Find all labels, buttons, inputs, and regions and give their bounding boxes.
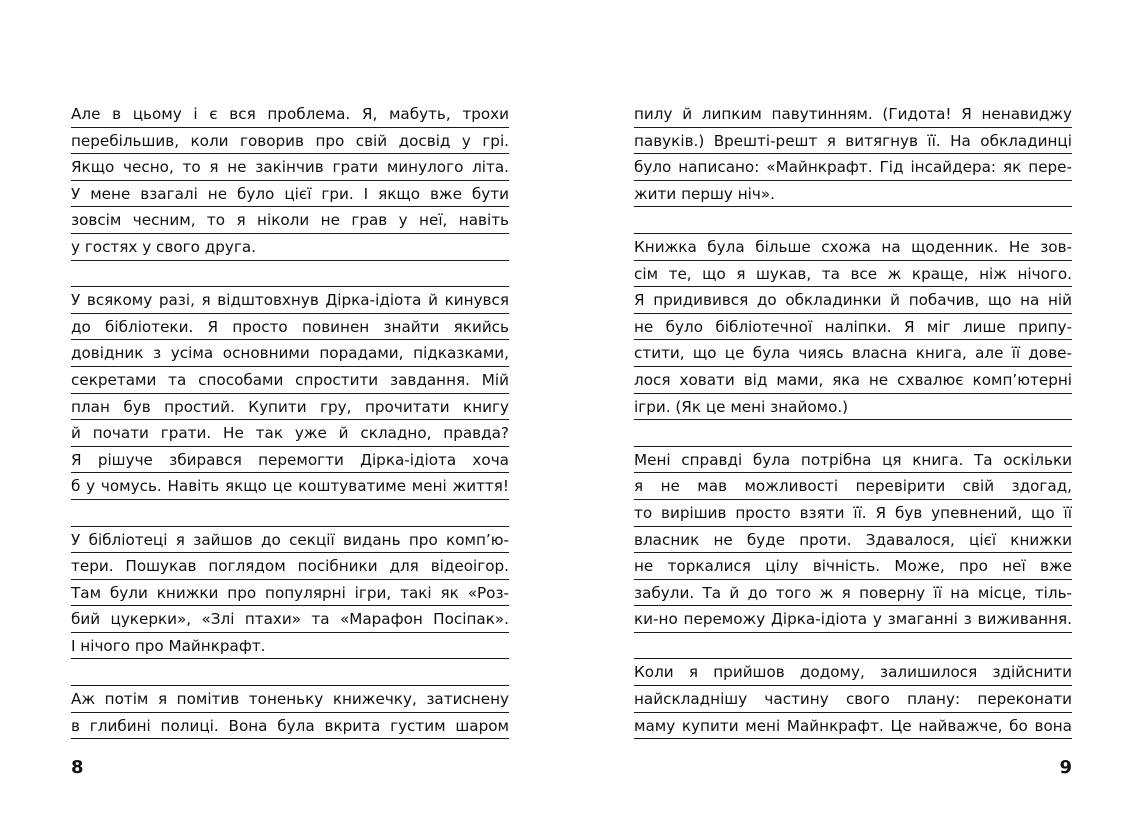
text-line: не було бібліотечної наліпки. Я міг лише припу- <box>634 314 1072 341</box>
text-line: ки-но переможу Дірка-ідіота у змаганні з виживання. <box>634 606 1072 633</box>
text-line: У всякому разі, я відштовхнув Дірка-ідіота й кинувся <box>71 287 509 314</box>
text-line: І нічого про Майнкрафт. <box>71 633 509 660</box>
text-line: секретами та способами спростити завдання. Мій <box>71 367 509 394</box>
text-line: Мені справді була потрібна ця книга. Та оскільки <box>634 447 1072 474</box>
text-line: Але в цьому і є вся проблема. Я, мабуть, трохи <box>71 101 509 128</box>
text-line: найскладнішу частину свого плану: переконати <box>634 686 1072 713</box>
text-line: пилу й липким павутинням. (Гидота! Я ненавиджу <box>634 101 1072 128</box>
ruled-blank-line <box>634 207 1072 234</box>
ruled-blank-line <box>71 261 509 288</box>
left-page-text <box>71 101 509 739</box>
text-line: сім те, що я шукав, та все ж краще, ніж нічого. <box>634 261 1072 288</box>
text-line: зовсім чесним, то я ніколи не грав у неї, навіть <box>71 207 509 234</box>
text-line: було написано: «Майнкрафт. Гід інсайдера: як пере- <box>634 154 1072 181</box>
ruled-blank-line <box>71 659 509 686</box>
text-line: забули. Та й до того ж я поверну її на місце, тіль- <box>634 580 1072 607</box>
text-line: й почати грати. Не так уже й складно, правда? <box>71 420 509 447</box>
text-line: план був простий. Купити гру, прочитати книгу <box>71 394 509 421</box>
text-line: довідник з усіма основними порадами, підказками, <box>71 340 509 367</box>
text-line: У мене взагалі не було цієї гри. І якщо вже бути <box>71 181 509 208</box>
text-line: то вирішив просто взяти її. Я був упевнений, що її <box>634 500 1072 527</box>
left-page-number: 8 <box>71 757 84 778</box>
right-page-number: 9 <box>1059 757 1072 778</box>
text-line: власник не буде проти. Здавалося, цієї книжки <box>634 527 1072 554</box>
text-line: б у чомусь. Навіть якщо це коштуватиме мені життя! <box>71 473 509 500</box>
text-line: ігри. (Як це мені знайомо.) <box>634 394 1072 421</box>
text-line: до бібліотеки. Я просто повинен знайти якийсь <box>71 314 509 341</box>
text-line: жити першу ніч». <box>634 181 1072 208</box>
right-page-text <box>634 101 1072 739</box>
text-line: павуків.) Врешті-решт я витягнув її. На обкладинці <box>634 128 1072 155</box>
text-line: Якщо чесно, то я не закінчив грати минулого літа. <box>71 154 509 181</box>
text-line: Аж потім я помітив тоненьку книжечку, затиснену <box>71 686 509 713</box>
text-line: в глибині полиці. Вона була вкрита густим шаром <box>71 713 509 740</box>
text-line: Коли я прийшов додому, залишилося здійснити <box>634 659 1072 686</box>
text-line: У бібліотеці я зайшов до секції видань про комп’ю- <box>71 527 509 554</box>
text-line: Я рішуче збирався перемогти Дірка-ідіота хоча <box>71 447 509 474</box>
right-page <box>634 0 1072 827</box>
text-line: Книжка була більше схожа на щоденник. Не зов- <box>634 234 1072 261</box>
text-line: у гостях у свого друга. <box>71 234 509 261</box>
text-line: маму купити мені Майнкрафт. Це найважче, бо вона <box>634 713 1072 740</box>
text-line: бий цукерки», «Злі птахи» та «Марафон Посіпак». <box>71 606 509 633</box>
text-line: лося ховати від мами, яка не схвалює комп’ютерні <box>634 367 1072 394</box>
text-line: перебільшив, коли говорив про свій досвід у грі. <box>71 128 509 155</box>
text-line: Там були книжки про популярні ігри, такі як «Роз- <box>71 580 509 607</box>
text-line: я не мав можливості перевірити свій здогад, <box>634 473 1072 500</box>
ruled-blank-line <box>634 420 1072 447</box>
left-page <box>71 0 509 827</box>
text-line: тери. Пошукав поглядом посібники для відеоігор. <box>71 553 509 580</box>
ruled-blank-line <box>634 633 1072 660</box>
text-line: стити, що це була чиясь власна книга, але її дове- <box>634 340 1072 367</box>
ruled-blank-line <box>71 500 509 527</box>
text-line: не торкалися цілу вічність. Може, про неї вже <box>634 553 1072 580</box>
text-line: Я придивився до обкладинки й побачив, що на ній <box>634 287 1072 314</box>
